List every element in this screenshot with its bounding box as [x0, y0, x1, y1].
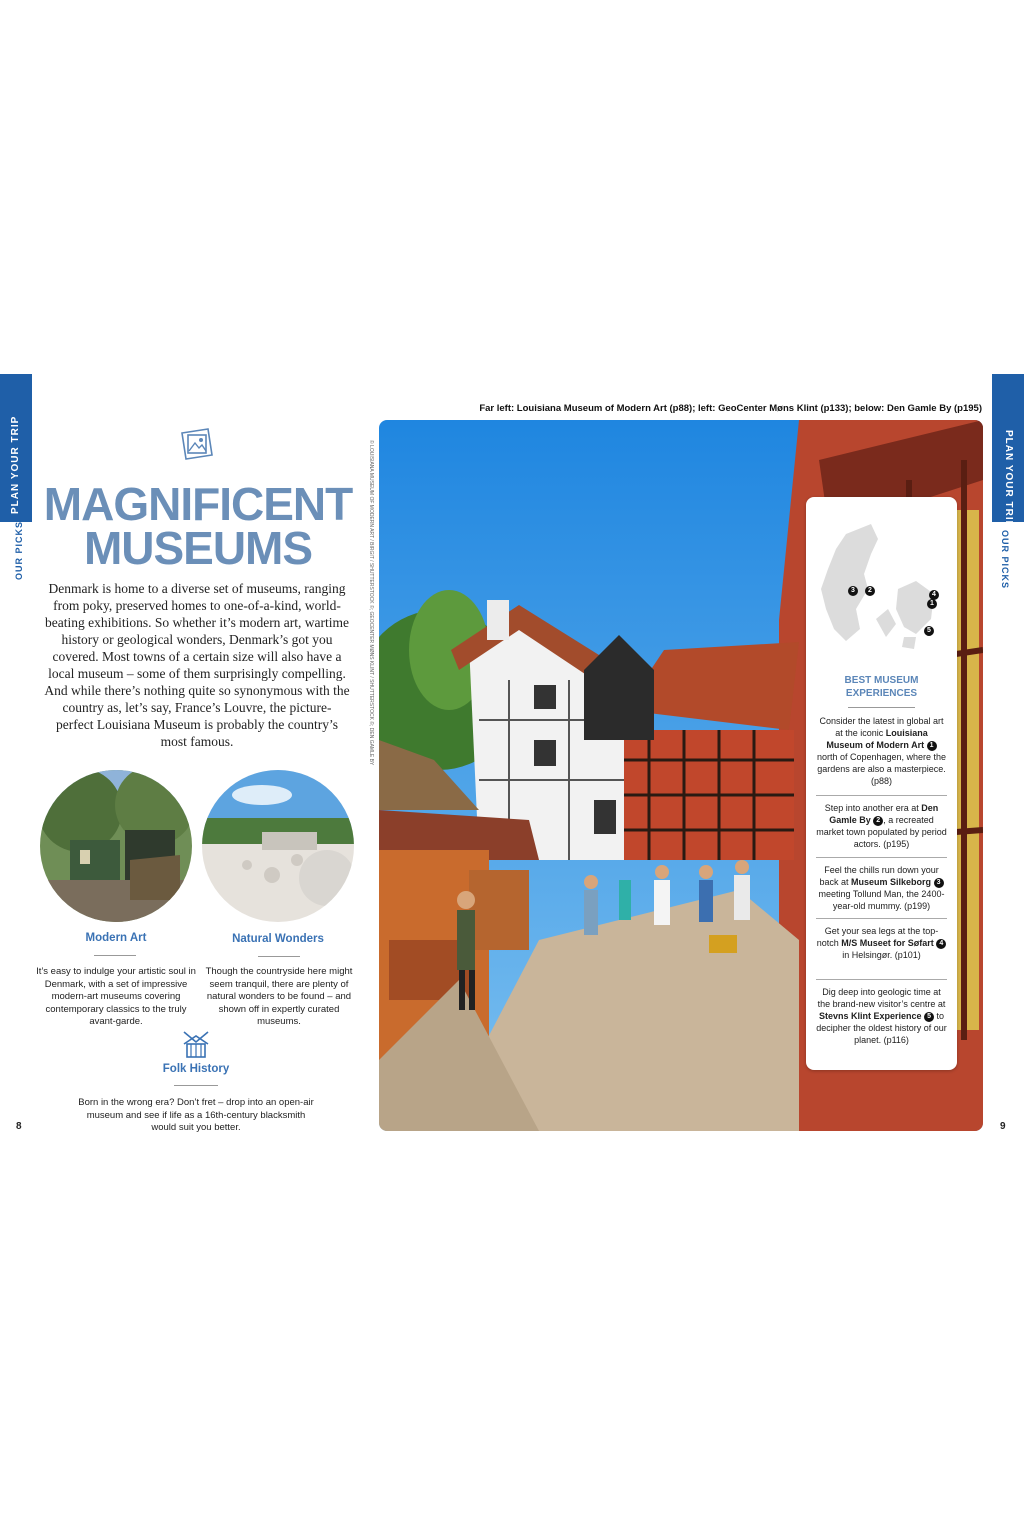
divider	[816, 979, 947, 980]
experience-item: Get your sea legs at the top-notch M/S Museet for Søfart 4 in Helsingør. (p101)	[816, 925, 947, 961]
side-tab-left	[0, 374, 32, 522]
sidebar-heading-line2: EXPERIENCES	[845, 688, 918, 699]
page-title-line2: MUSEUMS	[83, 522, 313, 574]
subsection-label-right: OUR PICKS	[1000, 530, 1010, 590]
experience-item: Feel the chills run down your back at Museum Silkeborg 3 meeting Tollund Man, the 2400-year-old mummy. (p199)	[818, 865, 945, 911]
feature-text-modern-art: It’s easy to indulge your artistic soul in Denmark, with a set of impressive modern-art museums covering contemporary classics to the truly avant-garde.	[36, 966, 196, 1027]
map-marker: 1	[927, 599, 937, 609]
folk-house-icon	[180, 1028, 212, 1060]
photo-credit: © LOUISIANA MUSEUM OF MODERN ART / BIRGIT / SHUTTERSTOCK ©; GEOCENTER MØNS KLINT / SHUTTERSTOCK ©; DEN GAMLE BY	[368, 440, 374, 766]
experience-item: Dig deep into geologic time at the brand-new visitor’s centre at Stevns Klint Experience 5 to decipher the oldest history of our planet. (p116)	[816, 987, 947, 1045]
divider	[816, 795, 947, 796]
museum-picture-icon	[176, 423, 218, 465]
divider	[816, 918, 947, 919]
page-number-right: 9	[1000, 1121, 1006, 1132]
feature-title-folk-history: Folk History	[162, 1063, 230, 1075]
section-label-right: PLAN YOUR TRIP	[1003, 430, 1014, 529]
page-number-left: 8	[16, 1121, 22, 1132]
divider	[94, 955, 136, 956]
modern-art-photo	[40, 770, 192, 922]
photo-caption: Far left: Louisiana Museum of Modern Art (p88); left: GeoCenter Møns Klint (p133); below: Den Gamle By (p195)	[479, 403, 982, 414]
divider	[174, 1085, 218, 1086]
feature-text-folk-history: Born in the wrong era? Don’t fret – drop into an open-air museum and see if life as a 16th-century blacksmith would suit you better.	[78, 1097, 314, 1133]
subsection-label-left: OUR PICKS	[14, 520, 24, 580]
divider	[258, 956, 300, 957]
page-title-line1: MAGNIFICENT	[43, 478, 353, 530]
map-marker: 2	[865, 586, 875, 596]
feature-text-natural-wonders: Though the countryside here might seem tranquil, there are plenty of natural wonders to be found – and shown off in expertly curated museums.	[205, 966, 353, 1027]
side-tab-right	[992, 374, 1024, 529]
natural-wonders-photo	[202, 770, 354, 922]
feature-title-modern-art: Modern Art	[85, 932, 147, 944]
experience-item: Step into another era at Den Gamle By 2 , a recreated market town populated by period actors. (p195)	[816, 803, 947, 849]
best-museum-experiences-card	[806, 497, 957, 1070]
experience-item: Consider the latest in global art at the iconic Louisiana Museum of Modern Art 1 north of Copenhagen, where the gardens are also a masterpiece. (p88)	[816, 716, 947, 786]
denmark-map	[816, 519, 946, 659]
map-marker: 5	[924, 626, 934, 636]
map-marker: 4	[929, 590, 939, 600]
divider	[848, 707, 915, 708]
map-marker: 3	[848, 586, 858, 596]
section-label-left: PLAN YOUR TRIP	[10, 415, 21, 514]
sidebar-heading-line1: BEST MUSEUM	[844, 675, 919, 686]
intro-paragraph: Denmark is home to a diverse set of museums, ranging from poky, preserved homes to one-of-a-kind, world-beating exhibitions. So whether it’s modern art, wartime history or geological wonders, Denmark’s got you covered. Most towns of a certain size will also have a local museum – some of them surprisingly compelling. And while there’s nothing quite so synonymous with the country as, let’s say, France’s Louvre, the picture-perfect Louisiana Museum is probably the country’s most famous.	[44, 581, 350, 749]
divider	[816, 857, 947, 858]
feature-title-natural-wonders: Natural Wonders	[232, 933, 324, 945]
